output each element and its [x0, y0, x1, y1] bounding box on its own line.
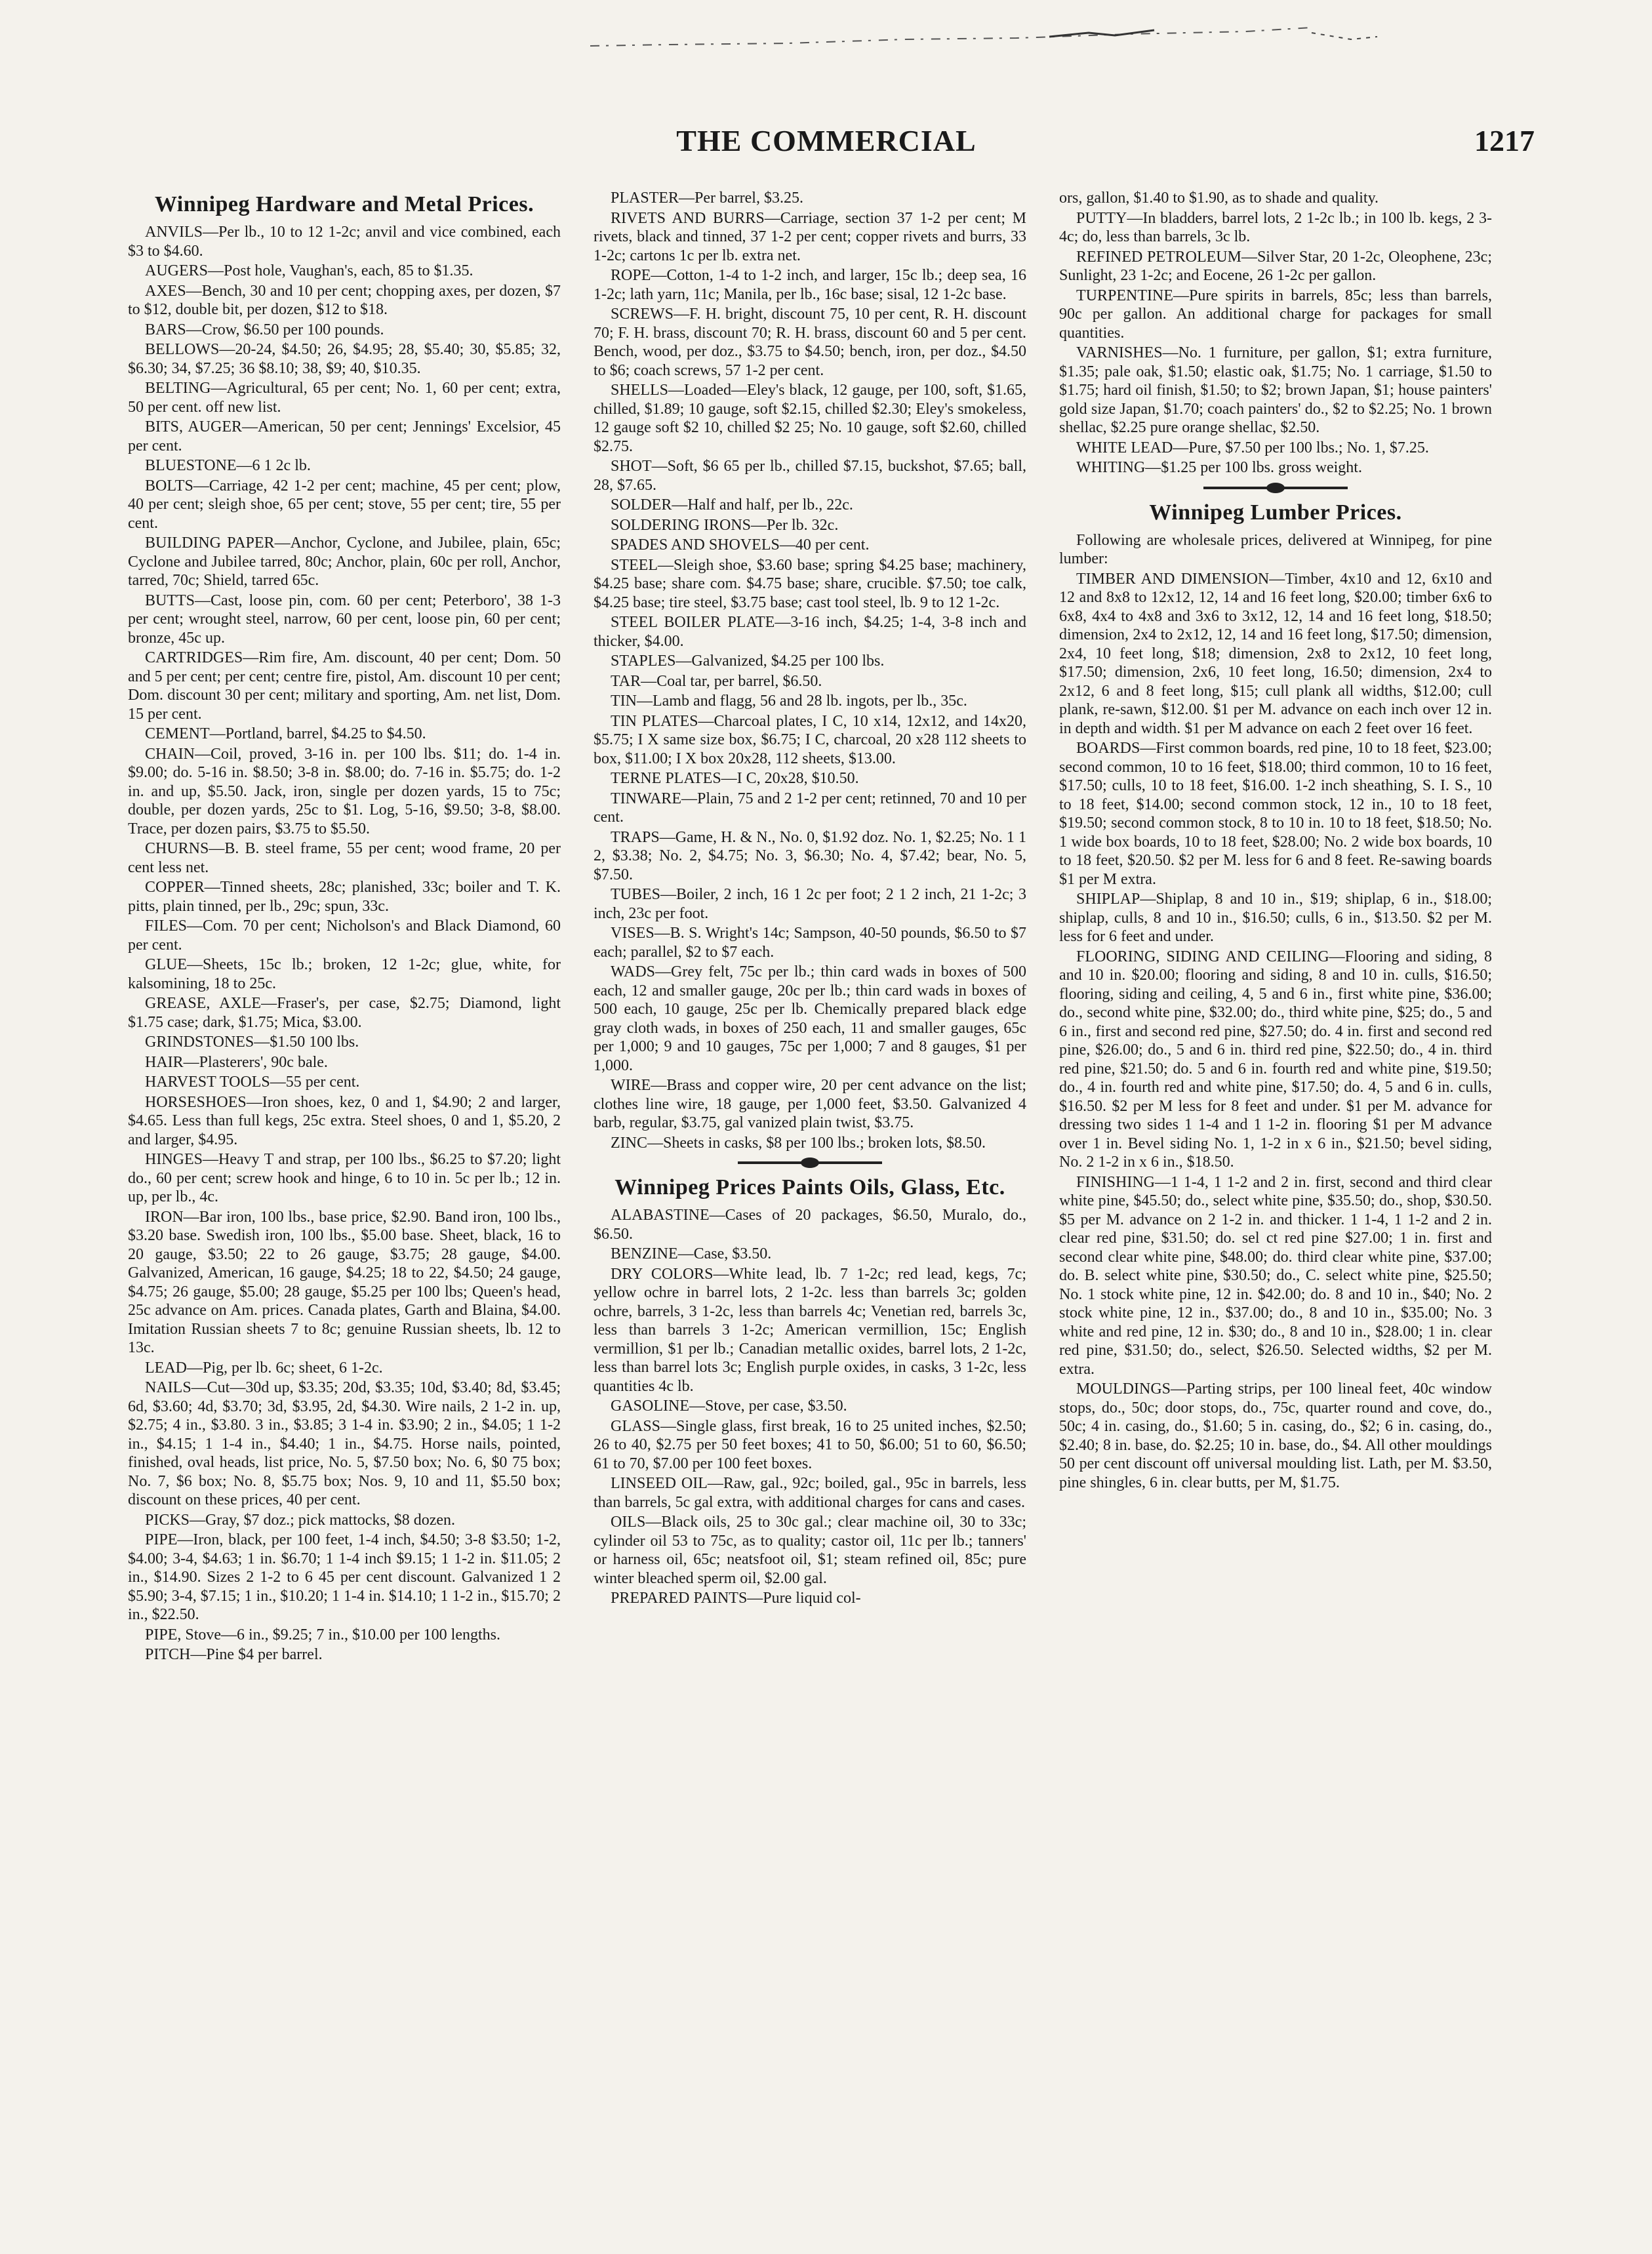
section-heading: Winnipeg Prices Paints Oils, Glass, Etc. — [614, 1175, 1005, 1199]
price-entry: BARS—Crow, $6.50 per 100 pounds. — [145, 321, 384, 338]
price-entry: CEMENT—Portland, barrel, $4.25 to $4.50. — [145, 725, 426, 742]
price-entry: VARNISHES—No. 1 furniture, per gallon, $1; extra furniture, $1.35; pale oak, $1.50; elastic oak, $1.75; No. 1 carriage, $1.50 to $1.75; hard oil finish, $1.50; to $2; brown Japan, $1; house painters' gold size Japan, $1.70; coach painters' do., $2 to $2.25; No. 1 brown shellac, $2.25 pure orange shellac, $2.50. — [1059, 344, 1492, 436]
section-heading: Winnipeg Lumber Prices. — [1149, 500, 1402, 525]
price-entry: TERNE PLATES—I C, 20x28, $10.50. — [611, 770, 859, 787]
price-entry: AUGERS—Post hole, Vaughan's, each, 85 to $1.35. — [145, 262, 473, 279]
price-entry: BUILDING PAPER—Anchor, Cyclone, and Jubilee, plain, 65c; Cyclone and Jubilee tarred, 80c; Anchor, plain, 60c per roll, Anchor, tarred, 70c; Shield, tarred 65c. — [128, 534, 561, 589]
price-entry: PUTTY—In bladders, barrel lots, 2 1-2c lb.; in 100 lb. kegs, 2 3-4c; do, less than barrels, 3c lb. — [1059, 209, 1492, 245]
section-divider — [738, 1161, 882, 1164]
price-entry: GLUE—Sheets, 15c lb.; broken, 12 1-2c; glue, white, for kalsomining, 18 to 25c. — [128, 956, 561, 992]
price-entry: ALABASTINE—Cases of 20 packages, $6.50, Muralo, do., $6.50. — [594, 1207, 1026, 1243]
price-entry: ANVILS—Per lb., 10 to 12 1-2c; anvil and vice combined, each $3 to $4.60. — [128, 224, 561, 260]
price-entry: SCREWS—F. H. bright, discount 75, 10 per cent, R. H. discount 70; F. H. brass, discount 70; R. H. brass, discount 60 and 5 per cent. Bench, wood, per doz., $3.75 to $4.50; bench, iron, per doz., $4.50 to $6; coach screws, 57 1-2 per cent. — [594, 306, 1026, 379]
price-entry: ROPE—Cotton, 1-4 to 1-2 inch, and larger, 15c lb.; deep sea, 16 1-2c; lath yarn, 11c; Manila, per lb., 16c base; sisal, 12 1-2c base. — [594, 267, 1026, 303]
price-entry: TUBES—Boiler, 2 inch, 16 1 2c per foot; 2 1 2 inch, 21 1-2c; 3 inch, 23c per foot. — [594, 886, 1026, 922]
price-entry: BITS, AUGER—American, 50 per cent; Jennings' Excelsior, 45 per cent. — [128, 418, 561, 454]
price-entry: WIRE—Brass and copper wire, 20 per cent advance on the list; clothes line wire, 18 gauge, per 1,000 feet, $3.50. Galvanized 4 barb, regular, $3.75, gal vanized plain twist, $3.75. — [594, 1077, 1026, 1131]
price-entry: SHIPLAP—Shiplap, 8 and 10 in., $19; shiplap, 6 in., $18.00; shiplap, culls, 8 and 10 in., $16.50; culls, 6 in., $13.50. $2 per M. less for 6 feet and under. — [1059, 891, 1492, 945]
price-entry: FILES—Com. 70 per cent; Nicholson's and Black Diamond, 60 per cent. — [128, 917, 561, 954]
scan-artifact-marks — [590, 13, 1443, 52]
column-right — [1059, 189, 1492, 2235]
price-entry: ZINC—Sheets in casks, $8 per 100 lbs.; broken lots, $8.50. — [611, 1134, 986, 1152]
price-entry: WHITING—$1.25 per 100 lbs. gross weight. — [1076, 459, 1362, 476]
price-entry: CHURNS—B. B. steel frame, 55 per cent; wood frame, 20 per cent less net. — [128, 840, 561, 876]
price-entry: PIPE, Stove—6 in., $9.25; 7 in., $10.00 per 100 lengths. — [145, 1626, 500, 1643]
price-entry: PREPARED PAINTS—Pure liquid col- — [611, 1590, 861, 1607]
price-entry: WADS—Grey felt, 75c per lb.; thin card wads in boxes of 500 each, 12 and smaller gauge, 20c per lb.; thin card wads in boxes of 500 each, 10 gauge, 25c per lb. Chemically prepared black edge gray cloth wads, in boxes of 250 each, 11 and smaller gauges, 65c per 1,000; 9 and 10 gauges, 75c per 1,000; 7 and 8 gauges, $1 per 1,000. — [594, 963, 1026, 1074]
price-entry: CHAIN—Coil, proved, 3-16 in. per 100 lbs. $11; do. 1-4 in. $9.00; do. 5-16 in. $8.50; 3-8 in. $8.00; do. 7-16 in. $5.75; do. 1-2 in. and up, $5.50. Jack, iron, single per dozen yards, 15 to 75c; double, per dozen yards, 25c to $1. Log, 5-16, $9.50; 3-8, $8.00. Trace, per dozen pairs, $3.75 to $5.50. — [128, 745, 561, 837]
price-entry: HAIR—Plasterers', 90c bale. — [145, 1053, 328, 1071]
price-entry: HINGES—Heavy T and strap, per 100 lbs., $6.25 to $7.20; light do., 60 per cent; screw hook and hinge, 6 to 10 in. 5c per lb.; 12 in. up, per lb., 4c. — [128, 1151, 561, 1205]
price-entry: TIN PLATES—Charcoal plates, I C, 10 x14, 12x12, and 14x20, $5.75; I X same size box, $6.75; I C, charcoal, 20 x28 112 sheets to box, $11.00; I X box 20x28, 112 sheets, $13.00. — [594, 712, 1026, 767]
price-entry: PIPE—Iron, black, per 100 feet, 1-4 inch, $4.50; 3-8 $3.50; 1-2, $4.00; 3-4, $4.63; 1 in. $6.70; 1 1-4 inch $9.15; 1 1-2 in. $11.05; 2 in., $14.90. Sizes 2 1-2 to 6 45 per cent discount. Galvanized 1 2 $5.90; 3-4, $7.15; 1 in., $10.20; 1 1-4 in. $14.10; 1 1-2 in., $15.70; 2 in., $22.50. — [128, 1531, 561, 1623]
price-entry: HARVEST TOOLS—55 per cent. — [145, 1074, 360, 1091]
publication-title: THE COMMERCIAL — [676, 124, 977, 157]
price-entry: STEEL—Sleigh shoe, $3.60 base; spring $4.25 base; machinery, $4.25 base; share com. $4.75 base; share, crucible. $7.50; toe calk, $4.25 base; tire steel, $3.75 base; cast tool steel, lb. 9 to 12 1-2c. — [594, 556, 1026, 611]
price-entry: STEEL BOILER PLATE—3-16 inch, $4.25; 1-4, 3-8 inch and thicker, $4.00. — [594, 614, 1026, 650]
price-entry: REFINED PETROLEUM—Silver Star, 20 1-2c, Oleophene, 23c; Sunlight, 23 1-2c; and Eocene, 26 1-2c per gallon. — [1059, 248, 1492, 284]
price-entry: TIN—Lamb and flagg, 56 and 28 lb. ingots, per lb., 35c. — [611, 693, 967, 710]
price-entry: TAR—Coal tar, per barrel, $6.50. — [611, 672, 822, 690]
price-entry: PLASTER—Per barrel, $3.25. — [611, 190, 803, 207]
price-entry: TRAPS—Game, H. & N., No. 0, $1.92 doz. No. 1, $2.25; No. 1 1 2, $3.38; No. 2, $4.75; No. 3, $6.30; No. 4, $7.42; bear, No. 5, $7.50. — [594, 828, 1026, 883]
price-entry: BOLTS—Carriage, 42 1-2 per cent; machine, 45 per cent; plow, 40 per cent; sleigh shoe, 65 per cent; stove, 55 per cent; tire, 55 per cent. — [128, 477, 561, 532]
price-entry: RIVETS AND BURRS—Carriage, section 37 1-2 per cent; M rivets, black and tinned, 37 1-2 per cent; copper rivets and burrs, 33 1-2c; cartons 1c per lb. extra net. — [594, 209, 1026, 264]
price-entry: FLOORING, SIDING AND CEILING—Flooring and siding, 8 and 10 in. $20.00; flooring and siding, 8 and 10 in. culls, $16.50; flooring, siding and ceiling, 4, 5 and 6 in., first white pine, $36.00; do., second white pine, $32.00; do., third white pine, $25; do., 5 and 6 in., first and second red pine, $27.50; do. 4 in. first and second red pine, $26.00; do., 5 and 6 in. third red pine, $22.50; do., 4 in. third red pine, $21.50; do. 5 and 6 in. fourth red and white pine, $19.50; do., 4 in. fourth red and white pine, $17.50; do. 4, 5 and 6 in. culls, $16.50. $2 per M less for 8 feet and under. $1 per M. advance for dressing two sides 1 1-4 and 1 1-2 in. flooring $1 per M advance over 1 in. Bevel siding No. 1, 1-2 in x 6 in., $21.50; bevel siding, No. 2 1-2 in x 6 in., $18.50. — [1059, 948, 1492, 1171]
price-entry: GLASS—Single glass, first break, 16 to 25 united inches, $2.50; 26 to 40, $2.75 per 50 feet boxes; 41 to 50, $6.00; 51 to 60, $6.50; 61 to 70, $7.00 per 100 feet boxes. — [594, 1417, 1026, 1472]
price-entry: SHOT—Soft, $6 65 per lb., chilled $7.15, buckshot, $7.65; ball, 28, $7.65. — [594, 458, 1026, 494]
price-entry: Following are wholesale prices, delivered at Winnipeg, for pine lumber: — [1059, 531, 1492, 567]
price-entry: BOARDS—First common boards, red pine, 10 to 18 feet, $23.00; second common, 10 to 16 feet, $18.00; third common, 10 to 16 feet, $17.50; culls, 10 to 18 feet, $16.00. 1-2 inch sheathing, S. I. S., 10 to 18 feet, $14.00; second common stock, 12 in., 10 to 18 feet, $19.50; second common stock, 8 to 10 in. 10 to 18 feet, $18.50; No. 1 wide box boards, 10 to 18 feet, $28.00; No. 2 wide box boards, 10 to 18 feet, $20.50. $2 per M. less for 6 and 8 feet. Re-sawing boards $1 per M extra. — [1059, 740, 1492, 888]
price-entry: SOLDER—Half and half, per lb., 22c. — [611, 496, 853, 513]
page-header — [118, 123, 1535, 169]
column-left — [128, 189, 561, 2235]
price-entry: DRY COLORS—White lead, lb. 7 1-2c; red lead, kegs, 7c; yellow ochre in barrel lots, 2 1-2c. less than barrels 3c; golden ochre, barrels, 3 1-2c, less than barrels 4c; Venetian red, barrels 3c, less than barrels 3 1-2c; American vermillion, 15c; English vermillion, $1 per lb.; Canadian metallic oxides, barrel lots, 2 1-2c, less than barrel lots 3c; English purple oxides, in casks, 3 1-2c, less quantities 4c lb. — [594, 1265, 1026, 1395]
price-entry: BLUESTONE—6 1 2c lb. — [145, 457, 311, 474]
price-entry: BENZINE—Case, $3.50. — [611, 1245, 772, 1262]
price-entry: MOULDINGS—Parting strips, per 100 lineal feet, 40c window stops, do., 50c; door stops, do., 75c, quarter round and cove, do., 50c; 4 in. casing, do., $1.60; 5 in. casing, do., $2; 6 in. casing, do., $2.40; 8 in. base, do. $2.25; 10 in. base, do., $4. All other mouldings 50 per cent discount off universal moulding list. Lath, per M. $3.50, pine shingles, 6 in. clear butts, per M, $1.75. — [1059, 1380, 1492, 1491]
price-entry: VISES—B. S. Wright's 14c; Sampson, 40-50 pounds, $6.50 to $7 each; parallel, $2 to $7 each. — [594, 925, 1026, 961]
price-entry: LINSEED OIL—Raw, gal., 92c; boiled, gal., 95c in barrels, less than barrels, 5c gal extra, with additional charges for cans and cases. — [594, 1475, 1026, 1511]
price-entry: TIMBER AND DIMENSION—Timber, 4x10 and 12, 6x10 and 12 and 8x8 to 12x12, 12, 14 and 16 feet long, $20.00; timber 6x6 to 6x8, 4x4 to 4x8 and 3x6 to 3x12, 12, 14 and 16 feet long, $18.50; dimension, 2x4 to 2x12, 12, 14 and 16 feet long, $17.50; dimension, 2x4, 10 feet long, $18; dimension, 2x8 to 2x12, 10 feet long, $17.50; dimension, 2x6, 10 feet long, 16.50; dimension, 2x4 to 2x12, 6 and 8 feet long, $15; cull plank all widths, $12.00; cull plank, re-sawn, $12.00. $1 per M. advance on each inch over 12 in. in depth and width. $1 per M advance on each 2 feet over 16 feet. — [1059, 570, 1492, 737]
price-entry: HORSESHOES—Iron shoes, kez, 0 and 1, $4.90; 2 and larger, $4.65. Less than full kegs, 25c extra. Steel shoes, 0 and 1, $5.20, 2 and larger, $4.95. — [128, 1093, 561, 1148]
price-entry: GRINDSTONES—$1.50 100 lbs. — [145, 1034, 359, 1051]
section-heading: Winnipeg Hardware and Metal Prices. — [154, 192, 534, 216]
price-entry: CARTRIDGES—Rim fire, Am. discount, 40 per cent; Dom. 50 and 5 per cent; per cent; centre fire, pistol, Am. discount 10 per cent; Dom. discount 30 per cent; military and sporting, Am. net list, Dom. 15 per cent. — [128, 649, 561, 723]
price-entry: LEAD—Pig, per lb. 6c; sheet, 6 1-2c. — [145, 1359, 383, 1377]
price-entry: STAPLES—Galvanized, $4.25 per 100 lbs. — [611, 653, 885, 670]
price-entry: TINWARE—Plain, 75 and 2 1-2 per cent; retinned, 70 and 10 per cent. — [594, 790, 1026, 826]
price-entry: BELTING—Agricultural, 65 per cent; No. 1, 60 per cent; extra, 50 per cent. off new list. — [128, 380, 561, 416]
price-entry: PICKS—Gray, $7 doz.; pick mattocks, $8 dozen. — [145, 1511, 456, 1529]
price-entry: IRON—Bar iron, 100 lbs., base price, $2.90. Band iron, 100 lbs., $3.20 base. Swedish iron, 100 lbs., $5.00 base. Sheet, black, 16 to 20 gauge, $3.50; 22 to 26 gauge, $3.75; 28 gauge, $4.00. Galvanized, American, 16 gauge, $4.25; 18 to 22, $4.50; 24 gauge, $4.75; 26 gauge, $5.00; 28 gauge, $5.25 per 100 lbs; Queen's head, 25c advance on Am. prices. Canada plates, Garth and Blaina, $4.00. Imitation Russian sheets 7 to 8c; genuine Russian sheets, lb. 12 to 13c. — [128, 1208, 561, 1356]
price-entry: AXES—Bench, 30 and 10 per cent; chopping axes, per dozen, $7 to $12, double bit, per dozen, $12 to $18. — [128, 282, 561, 318]
price-entry: PITCH—Pine $4 per barrel. — [145, 1646, 323, 1663]
price-entry: WHITE LEAD—Pure, $7.50 per 100 lbs.; No. 1, $7.25. — [1076, 439, 1429, 456]
price-entry: COPPER—Tinned sheets, 28c; planished, 33c; boiler and T. K. pitts, plain tinned, per lb., 29c; spun, 33c. — [128, 879, 561, 915]
section-divider — [1203, 487, 1348, 489]
price-entry: BELLOWS—20-24, $4.50; 26, $4.95; 28, $5.40; 30, $5.85; 32, $6.30; 34, $7.25; 36 $8.10; 38, $9; 40, $10.35. — [128, 341, 561, 377]
price-entry: SHELLS—Loaded—Eley's black, 12 gauge, per 100, soft, $1.65, chilled, $1.89; 10 gauge, soft $2.15, chilled $2.30; Eley's smokeless, 12 gauge soft $2 10, chilled $2 25; No. 10 gauge, soft $2.60, chilled $2.75. — [594, 382, 1026, 455]
page-number: 1217 — [1474, 124, 1535, 157]
price-entry: FINISHING—1 1-4, 1 1-2 and 2 in. first, second and third clear white pine, $45.50; do., select white pine, $35.50; do., shop, $30.50. $5 per M. advance on 2 1-2 in. and thicker. 1 1-4, 1 1-2 and 2 in. clear red pine, $31.50; do. sel ct red pine $27.00; 1 in. first and second clear white pine, $48.00; do. third clear white pine, $37.00; do. B. select white pine, $30.50; do., C. select white pine, $25.50; No. 1 stock white pine, 12 in. $42.00; do. 8 and 10 in., $40; No. 2 stock white pine, 12 in., $37.00; do., 8 and 10 in., $35.00; No. 3 white and red pine, 12 in. $30; do., 8 and 10 in., $28.00; 1 in. clear red pine, $31.50; do., select, $26.50. Selected widths, $2 per M. extra. — [1059, 1173, 1492, 1378]
column-middle — [594, 189, 1026, 2235]
price-entry: SPADES AND SHOVELS—40 per cent. — [611, 536, 870, 553]
price-entry-continuation: ors, gallon, $1.40 to $1.90, as to shade and quality. — [1059, 190, 1379, 207]
price-entry: TURPENTINE—Pure spirits in barrels, 85c; less than barrels, 90c per gallon. An additional charge for packages for small quantities. — [1059, 287, 1492, 342]
price-entry: BUTTS—Cast, loose pin, com. 60 per cent; Peterboro', 38 1-3 per cent; wrought steel, narrow, 60 per cent, loose pin, 60 per cent; bronze, 45c up. — [128, 592, 561, 647]
price-entry: NAILS—Cut—30d up, $3.35; 20d, $3.35; 10d, $3.40; 8d, $3.45; 6d, $3.60; 4d, $3.70; 3d, $3.95, 2d, $4.30. Wire nails, 2 1-2 in. up, $2.75; 4 in., $3.80. 3 in., $3.85; 3 1-4 in. $3.90; 2 in., $4.05; 1 1-2 in., $4.15; 1 1-4 in., $4.40; 1 in., $4.75. Horse nails, pointed, finished, oval heads, list price, No. 5, $7.50 box; No. 6, $0 75 box; No. 7, $6 box; No. 8, $5.75 box; Nos. 9, 10 and 11, $5.50 box; discount on these prices, 40 per cent. — [128, 1379, 561, 1508]
price-entry: GREASE, AXLE—Fraser's, per case, $2.75; Diamond, light $1.75 case; dark, $1.75; Mica, $3.00. — [128, 995, 561, 1031]
price-entry: SOLDERING IRONS—Per lb. 32c. — [611, 516, 839, 534]
price-entry: OILS—Black oils, 25 to 30c gal.; clear machine oil, 30 to 33c; cylinder oil 53 to 75c, as to quality; castor oil, 11c per lb.; tanners' or harness oil, 65c; neatsfoot oil, $1; steam refined oil, 85c; pure winter bleached sperm oil, $2.00 gal. — [594, 1514, 1026, 1587]
price-entry: GASOLINE—Stove, per case, $3.50. — [611, 1398, 847, 1415]
